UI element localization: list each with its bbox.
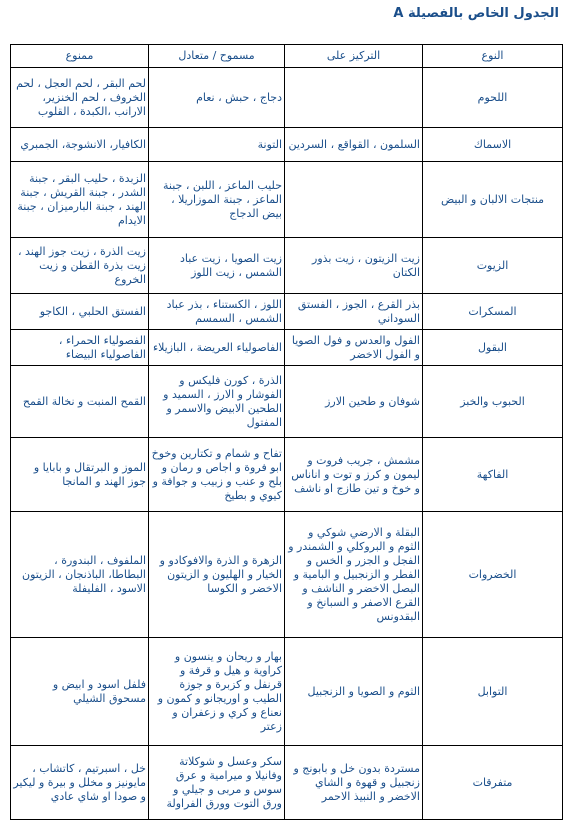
cell-allowed: حليب الماعز ، اللبن ، جبنة الماعز ، جبنة الموزاريلا ، بيض الدجاج bbox=[149, 162, 285, 238]
cell-focus: الفول والعدس و فول الصويا و الفول الاخضر bbox=[285, 330, 423, 366]
cell-forbidden: لحم البقر ، لحم العجل ، لحم الخروف ، لحم الخنزير، الارانب ،الكبدة ، القلوب bbox=[11, 68, 149, 128]
cell-allowed: سكر وعسل و شوكلاتة وفانيلا و ميرامية و عرق سوس و مربى و جيلي و ورق التوت وورق الفراولة bbox=[149, 746, 285, 820]
cell-focus: شوفان و طحين الارز bbox=[285, 366, 423, 438]
cell-type: متفرقات bbox=[423, 746, 563, 820]
column-header-type: النوع bbox=[423, 45, 563, 68]
page-title: الجدول الخاص بالفصيلة A bbox=[393, 6, 559, 21]
cell-allowed: التونة bbox=[149, 128, 285, 162]
cell-type: التوابل bbox=[423, 638, 563, 746]
cell-forbidden: الفصولياء الحمراء ، الفاصولياء البيضاء bbox=[11, 330, 149, 366]
cell-type: منتجات الالبان و البيض bbox=[423, 162, 563, 238]
column-header-forbidden: ممنوع bbox=[11, 45, 149, 68]
cell-focus: السلمون ، القواقع ، السردين bbox=[285, 128, 423, 162]
cell-type: البقول bbox=[423, 330, 563, 366]
cell-focus bbox=[285, 162, 423, 238]
column-header-allowed: مسموح / متعادل bbox=[149, 45, 285, 68]
cell-focus bbox=[285, 68, 423, 128]
cell-focus: مشمش ، جريب فروت و ليمون و كرز و توت و اناناس و خوخ و تين طازج او ناشف bbox=[285, 438, 423, 512]
table-row bbox=[11, 330, 563, 366]
cell-allowed: اللوز ، الكستناء ، بذر عباد الشمس ، السمسم bbox=[149, 294, 285, 330]
table-row bbox=[11, 638, 563, 746]
cell-forbidden: الفستق الحلبي ، الكاجو bbox=[11, 294, 149, 330]
diet-table bbox=[10, 44, 563, 820]
table-row bbox=[11, 294, 563, 330]
cell-focus: البقلة و الارضي شوكي و الثوم و البروكلي و الشمندر و الفجل و الجزر و الخس و الفطر و الزنجبيل و البامية و البصل الاخضر و الناشف و القرع الاصفر و السبانخ و البقدونس bbox=[285, 512, 423, 638]
cell-allowed: الزهرة و الذرة والافوكادو و الخيار و الهليون و الزيتون الاخضر و الكوسا bbox=[149, 512, 285, 638]
table-row bbox=[11, 438, 563, 512]
table-row bbox=[11, 238, 563, 294]
cell-allowed: زيت الصويا ، زيت عباد الشمس ، زيت اللوز bbox=[149, 238, 285, 294]
cell-type: المسكرات bbox=[423, 294, 563, 330]
cell-focus: الثوم و الصويا و الزنجبيل bbox=[285, 638, 423, 746]
cell-forbidden: الزبدة ، حليب البقر ، جبنة الشدر ، جبنة القريش ، جبنة الهند ، جبنة البارميزان ، جبنة الايدام bbox=[11, 162, 149, 238]
table-row bbox=[11, 128, 563, 162]
cell-allowed: تفاح و شمام و تكتارين وخوخ ابو فروة و اجاص و رمان و بلح و عنب و زبيب و جوافة و كيوي و بطيخ bbox=[149, 438, 285, 512]
table-row bbox=[11, 366, 563, 438]
cell-allowed: دجاج ، حبش ، نعام bbox=[149, 68, 285, 128]
table-row bbox=[11, 512, 563, 638]
table-row bbox=[11, 162, 563, 238]
cell-forbidden: القمح المنبت و نخالة القمح bbox=[11, 366, 149, 438]
cell-focus: زيت الزيتون ، زيت بذور الكتان bbox=[285, 238, 423, 294]
column-header-focus: التركيز على bbox=[285, 45, 423, 68]
cell-focus: مستردة بدون خل و بابونج و زنجبيل و قهوة و الشاي الاخضر و النبيذ الاحمر bbox=[285, 746, 423, 820]
cell-forbidden: الكافيار، الانشوجة، الجمبري bbox=[11, 128, 149, 162]
cell-type: الحبوب والخبز bbox=[423, 366, 563, 438]
cell-type: الفاكهة bbox=[423, 438, 563, 512]
cell-allowed: الفاصولياء العريضة ، البازيلاء bbox=[149, 330, 285, 366]
table-row bbox=[11, 68, 563, 128]
cell-forbidden: زيت الذرة ، زيت جوز الهند ، زيت بذرة القطن و زيت الخروع bbox=[11, 238, 149, 294]
cell-forbidden: الملفوف ، البندورة ، البطاطا، الباذنجان ، الزيتون الاسود ، الفليفلة bbox=[11, 512, 149, 638]
cell-focus: بذر القرع ، الجوز ، الفستق السوداني bbox=[285, 294, 423, 330]
header-row bbox=[11, 45, 563, 68]
cell-allowed: بهار و ريحان و ينسون و كراوية و هيل و قرفة و قرنفل و كزبرة و جوزة الطيب و اوريجانو و كمون و نعناع و كري و زعفران و زعتر bbox=[149, 638, 285, 746]
cell-type: الخضروات bbox=[423, 512, 563, 638]
cell-type: الاسماك bbox=[423, 128, 563, 162]
table-row bbox=[11, 746, 563, 820]
cell-forbidden: خل ، اسبرتيم ، كاتشاب ، مايونيز و مخلل و بيرة و ليكير و صودا او شاي عادي bbox=[11, 746, 149, 820]
cell-type: الزيوت bbox=[423, 238, 563, 294]
cell-forbidden: الموز و البرتقال و بابايا و جوز الهند و المانجا bbox=[11, 438, 149, 512]
cell-forbidden: فلفل اسود و ابيض و مسحوق الشيلي bbox=[11, 638, 149, 746]
cell-allowed: الذرة ، كورن فليكس و الفوشار و الارز ، السميد و الطحين الابيض والاسمر و المفتول bbox=[149, 366, 285, 438]
cell-type: اللحوم bbox=[423, 68, 563, 128]
